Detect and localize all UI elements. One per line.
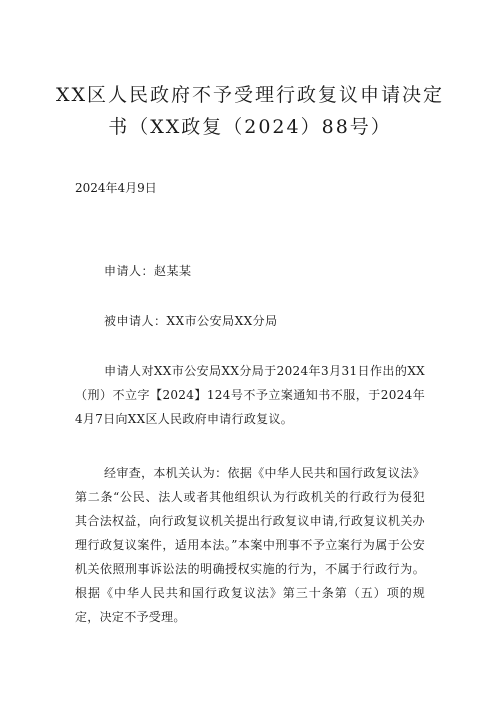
respondent-line: 被申请人：XX市公安局XX分局	[104, 314, 278, 328]
paragraph-decision	[75, 461, 425, 629]
document-title-line1: XX区人民政府不予受理行政复议申请决定	[55, 84, 445, 106]
paragraph-background	[75, 359, 425, 431]
document-title-line2: 书（XX政复（2024）88号）	[108, 116, 392, 138]
paragraph-decision-text: 经审查，本机关认为：依据《中华人民共和国行政复议法》第二条“公民、法人或者其他组织认为行政机关的行政行为侵犯其合法权益，向行政复议机关提出行政复议申请,行政复议机关办理行政复议案件，适用本法。”本案中刑事不予立案行为属于公安机关依照刑事诉讼法的明确授权实施的行为，不属于行政行为。根据《中华人民共和国行政复议法》第三十条第（五）项的规定，决定不予受理。	[75, 466, 425, 624]
document-date: 2024年4月9日	[75, 181, 157, 195]
applicant-line: 申请人：赵某某	[104, 264, 192, 278]
paragraph-background-text: 申请人对XX市公安局XX分局于2024年3月31日作出的XX（刑）不立字【2024】124号不予立案通知书不服，于2024年4月7日向XX区人民政府申请行政复议。	[75, 364, 425, 426]
